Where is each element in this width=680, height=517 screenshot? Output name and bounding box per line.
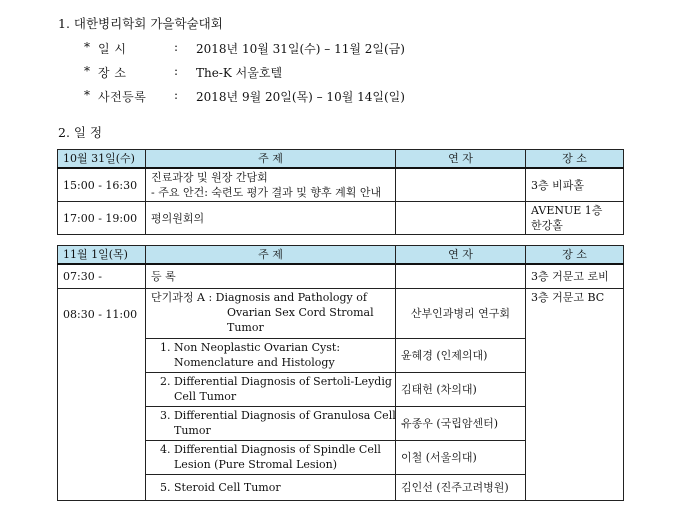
table-header-row (58, 246, 624, 265)
topic-cell: 평의원회의 (146, 202, 396, 235)
speaker-cell: 산부인과병리 연구회 (396, 288, 526, 338)
info-value: 2018년 9월 20일(목) – 10월 14일(일) (196, 90, 405, 104)
header-place: 장 소 (526, 246, 624, 265)
bullet-star: * (84, 40, 90, 54)
course-line: 단기과정 A : Diagnosis and Pathology of (151, 290, 367, 304)
sub-topic-line: 3. Differential Diagnosis of Granulosa Cell (160, 408, 396, 422)
topic-line: - 주요 안건: 숙련도 평가 결과 및 향후 계획 안내 (151, 186, 382, 199)
header-topic: 주 제 (146, 246, 396, 265)
sub-topic-line: 1. Non Neoplastic Ovarian Cyst: (160, 340, 341, 354)
topic-cell (146, 474, 396, 500)
course-line: Tumor (227, 320, 264, 334)
speaker-cell: 이철 (서울의대) (396, 440, 526, 474)
sub-topic-line: Lesion (Pure Stromal Lesion) (174, 457, 338, 471)
info-colon: : (174, 40, 179, 54)
topic-cell (146, 168, 396, 202)
topic-cell (146, 406, 396, 440)
info-label: 일 시 (98, 42, 127, 56)
topic-cell (146, 440, 396, 474)
table-row (58, 288, 624, 338)
topic-cell (146, 338, 396, 372)
time-cell: 17:00 - 19:00 (58, 202, 146, 235)
topic-cell (146, 372, 396, 406)
time-cell: 15:00 - 16:30 (58, 168, 146, 202)
header-date: 10월 31일(수) (58, 150, 146, 169)
info-row-venue (84, 64, 282, 81)
speaker-cell (396, 264, 526, 288)
info-label: 사전등록 (98, 90, 147, 104)
place-line: 한강홀 (531, 219, 563, 232)
bullet-star: * (84, 64, 90, 78)
topic-cell: 등 록 (146, 264, 396, 288)
course-line: Ovarian Sex Cord Stromal (227, 305, 374, 319)
info-value: 2018년 10월 31일(수) – 11월 2일(금) (196, 42, 405, 56)
sub-topic-line: 2. Differential Diagnosis of Sertoli-Leydig (160, 374, 392, 388)
place-cell: 3층 비파홀 (526, 168, 624, 202)
info-label: 장 소 (98, 66, 127, 80)
place-cell (526, 288, 624, 500)
schedule-table-nov1 (57, 245, 624, 501)
speaker-cell: 김인선 (진주고려병원) (396, 474, 526, 500)
speaker-cell: 윤혜경 (인제의대) (396, 338, 526, 372)
header-speaker: 연 자 (396, 246, 526, 265)
info-row-registration (84, 88, 405, 105)
table-header-row (58, 150, 624, 169)
section-2-title: 2. 일 정 (58, 125, 103, 140)
bullet-star: * (84, 88, 90, 102)
header-speaker: 연 자 (396, 150, 526, 169)
info-colon: : (174, 64, 179, 78)
time-cell: 07:30 - (58, 264, 146, 288)
info-row-date (84, 40, 405, 57)
place-line: AVENUE 1층 (531, 204, 603, 217)
header-place: 장 소 (526, 150, 624, 169)
header-date: 11월 1일(목) (58, 246, 146, 265)
sub-topic-line: Nomenclature and Histology (174, 355, 335, 369)
speaker-cell: 김태헌 (차의대) (396, 372, 526, 406)
header-topic: 주 제 (146, 150, 396, 169)
speaker-cell (396, 202, 526, 235)
sub-topic-line: Cell Tumor (174, 389, 237, 403)
time-text: 08:30 - 11:00 (63, 307, 138, 321)
place-cell (526, 202, 624, 235)
topic-cell (146, 288, 396, 338)
sub-topic-line: Tumor (174, 423, 211, 437)
table-row (58, 202, 624, 235)
speaker-cell: 유종우 (국립암센터) (396, 406, 526, 440)
table-row (58, 264, 624, 288)
info-colon: : (174, 88, 179, 102)
time-cell (58, 288, 146, 500)
info-value: The-K 서울호텔 (196, 66, 283, 80)
sub-topic-line: 5. Steroid Cell Tumor (160, 480, 281, 494)
sub-topic-line: 4. Differential Diagnosis of Spindle Cell (160, 442, 381, 456)
section-1-title: 1. 대한병리학회 가을학술대회 (58, 16, 223, 31)
topic-line: 진료과장 및 원장 간담회 (151, 171, 268, 184)
schedule-table-oct31 (57, 149, 624, 235)
place-cell: 3층 거문고 로비 (526, 264, 624, 288)
table-row (58, 168, 624, 202)
speaker-cell (396, 168, 526, 202)
place-text: 3층 거문고 BC (531, 290, 605, 304)
